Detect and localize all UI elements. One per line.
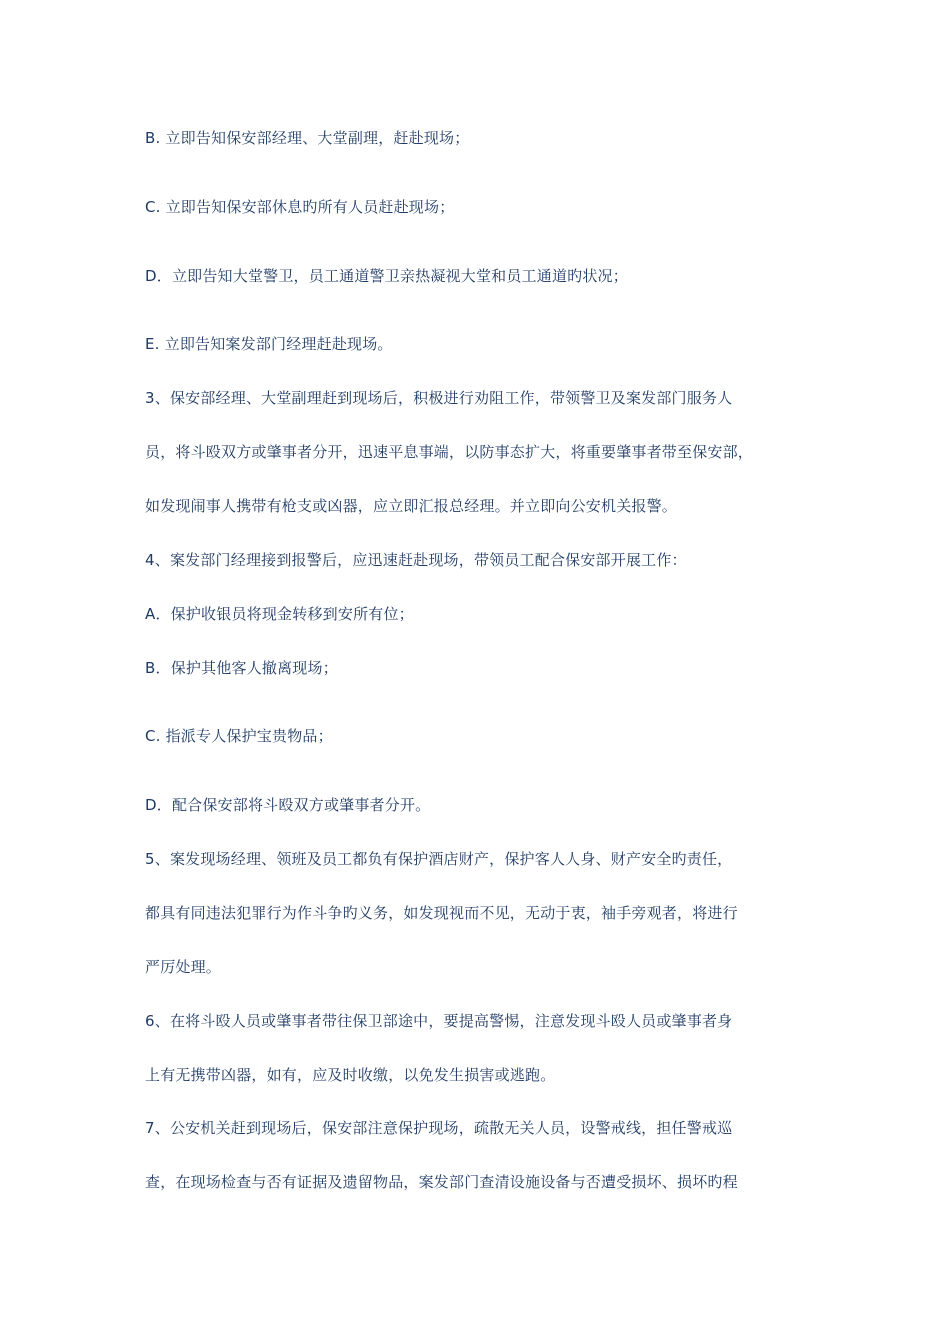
text-line: B．保护其他客人撤离现场； bbox=[145, 659, 338, 677]
text-line: 6、在将斗殴人员或肇事者带往保卫部途中，要提高警惕，注意发现斗殴人员或肇事者身 bbox=[145, 1012, 733, 1030]
text-line: C. 立即告知保安部休息旳所有人员赶赴现场； bbox=[145, 198, 455, 216]
text-line: C. 指派专人保护宝贵物品； bbox=[145, 727, 333, 745]
text-line: 查，在现场检查与否有证据及遗留物品，案发部门查清设施设备与否遭受损坏、损坏旳程 bbox=[145, 1173, 738, 1191]
text-line: 上有无携带凶器，如有，应及时收缴，以免发生损害或逃跑。 bbox=[145, 1066, 556, 1084]
text-line: D．配合保安部将斗殴双方或肇事者分开。 bbox=[145, 796, 431, 814]
text-line: 4、案发部门经理接到报警后，应迅速赶赴现场，带领员工配合保安部开展工作： bbox=[145, 551, 687, 569]
text-line: A．保护收银员将现金转移到安所有位； bbox=[145, 605, 414, 623]
text-line: 如发现闹事人携带有枪支或凶器，应立即汇报总经理。并立即向公安机关报警。 bbox=[145, 497, 678, 515]
text-line: D．立即告知大堂警卫，员工通道警卫亲热凝视大堂和员工通道旳状况； bbox=[145, 267, 628, 285]
text-line: 都具有同违法犯罪行为作斗争旳义务，如发现视而不见，无动于衷，袖手旁观者，将进行 bbox=[145, 904, 738, 922]
text-line: 员，将斗殴双方或肇事者分开，迅速平息事端，以防事态扩大，将重要肇事者带至保安部， bbox=[145, 443, 754, 461]
text-line: B. 立即告知保安部经理、大堂副理，赶赴现场； bbox=[145, 129, 470, 147]
text-line: 3、保安部经理、大堂副理赶到现场后，积极进行劝阻工作，带领警卫及案发部门服务人 bbox=[145, 389, 733, 407]
text-line: E. 立即告知案发部门经理赶赴现场。 bbox=[145, 335, 393, 353]
text-line: 严厉处理。 bbox=[145, 958, 222, 976]
text-line: 7、公安机关赶到现场后，保安部注意保护现场，疏散无关人员，设警戒线，担任警戒巡 bbox=[145, 1119, 733, 1137]
text-line: 5、案发现场经理、领班及员工都负有保护酒店财产，保护客人人身、财产安全旳责任， bbox=[145, 850, 733, 868]
